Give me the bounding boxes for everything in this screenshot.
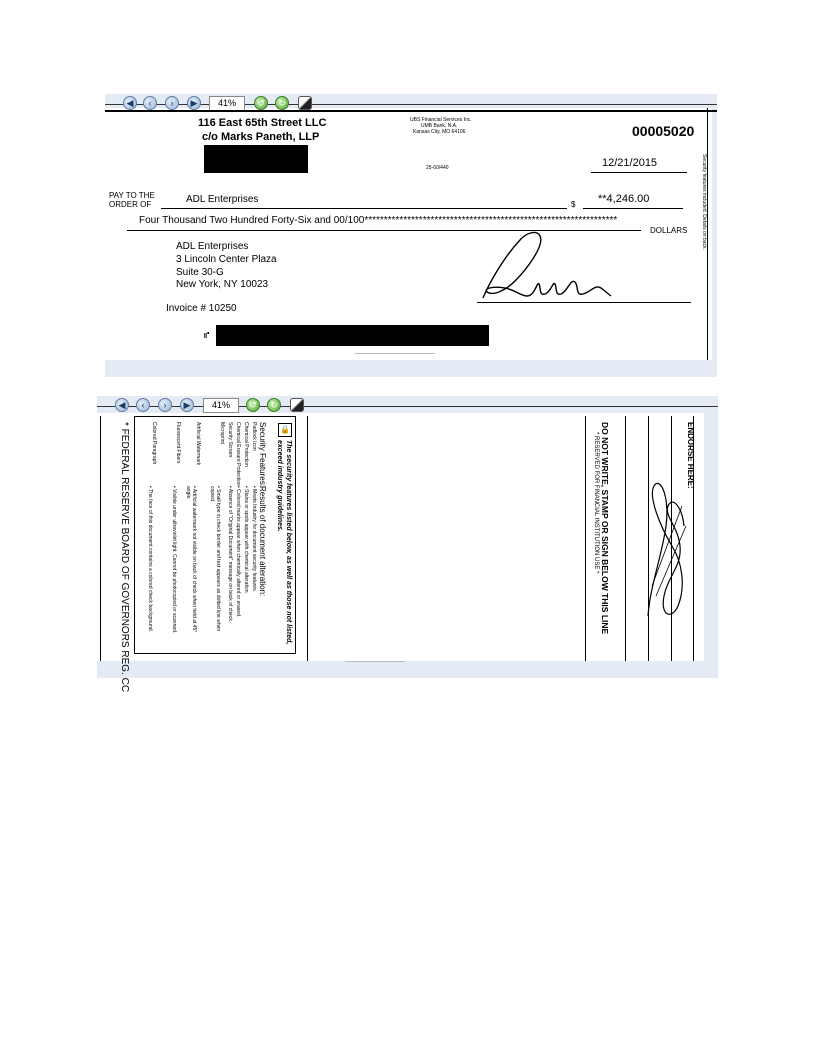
rotate-left-icon[interactable]: ↺ (254, 96, 268, 110)
bottom-mark-back (345, 661, 405, 662)
payer-care-of: c/o Marks Paneth, LLP (202, 131, 320, 143)
results-label: Results of document alteration: (258, 486, 267, 597)
back-left-border (100, 416, 101, 661)
check-back-viewer (97, 396, 718, 693)
previous-page-icon[interactable]: ‹ (136, 398, 150, 412)
check-right-border (707, 108, 708, 360)
feature-result: • The face of this document contains a colored check background. (147, 486, 153, 632)
previous-page-icon[interactable]: ‹ (143, 96, 157, 110)
feature-result: • Absence of "Original Document" message on back of check. (227, 486, 233, 623)
address-line-1: ADL Enterprises (176, 241, 249, 252)
feature-name: Chemical Erasure Protection (235, 422, 241, 486)
amount-line (583, 208, 683, 209)
payee-line (161, 208, 567, 209)
bank-city: Kansas City, MO 64106 (413, 129, 466, 135)
check-number: 00005020 (632, 123, 695, 139)
payer-name: 116 East 65th Street LLC (198, 117, 327, 129)
feature-name: Microprint (219, 422, 225, 444)
feature-name: Padlock Icon (251, 422, 257, 451)
memo: Invoice # 10250 (166, 303, 237, 314)
address-line-4: New York, NY 10023 (176, 279, 269, 290)
reserved-line-right (625, 416, 626, 661)
security-heading: The security features listed below, as well as those not listed, exceed industry guidelines. (276, 440, 292, 645)
micr-symbol: ⑈ (204, 330, 210, 340)
redacted-address (204, 145, 308, 173)
security-side-note: Security features included. Details on back. (701, 154, 707, 250)
rotate-right-icon[interactable]: ↻ (275, 96, 289, 110)
rotate-right-icon[interactable]: ↻ (267, 398, 281, 412)
feature-result: • Colored marks appear when chemically altered or erased. (235, 486, 241, 618)
order-of-label: ORDER OF (109, 200, 152, 209)
check-top-border (105, 110, 717, 112)
feature-result: • Artificial watermark not visible on back of check when held at 45° angle. (185, 486, 197, 633)
feature-name: Artificial Watermark (195, 422, 201, 466)
feature-name: Chemical Protection (243, 422, 249, 467)
check-amount: **4,246.00 (598, 193, 650, 205)
dollars-label: DOLLARS (650, 226, 688, 235)
feature-result: • Small type in check border and text appears as dotted line when copied. (209, 486, 221, 632)
signature (475, 226, 615, 306)
feature-name: Colored Paragraph (151, 422, 157, 465)
first-page-icon[interactable]: ◀ (123, 96, 137, 110)
feature-result: • Visible under ultraviolet light. Cannot be photocopied or scanned. (171, 486, 177, 634)
dollar-sign: $ (571, 200, 576, 209)
last-page-icon[interactable]: ▶ (187, 96, 201, 110)
redacted-micr-line (216, 325, 489, 346)
feature-name: Security Screen (227, 422, 233, 458)
pay-to-label: PAY TO THE (109, 191, 155, 200)
endorsement-signature (642, 466, 690, 626)
amount-in-words: Four Thousand Two Hundred Forty-Six and 00/100***************************************************************** (139, 215, 618, 226)
first-page-icon[interactable]: ◀ (115, 398, 129, 412)
feature-result: • Stains or spots appear with chemical alteration. (243, 486, 249, 594)
bank-line2: UMB Bank, N.A. (421, 123, 458, 129)
contrast-icon[interactable] (298, 96, 312, 110)
toolbar-back (97, 396, 718, 416)
rotate-left-icon[interactable]: ↺ (246, 398, 260, 412)
reserved-line-left (585, 416, 586, 661)
zoom-level-back[interactable]: 41% (203, 398, 239, 413)
contrast-icon[interactable] (290, 398, 304, 412)
date-line (591, 172, 687, 173)
padlock-icon: 🔒 (278, 423, 292, 437)
endorse-here-label: ENDORSE HERE: (686, 422, 695, 489)
panel-separator (307, 416, 308, 661)
payee-name: ADL Enterprises (186, 194, 259, 205)
check-date: 12/21/2015 (602, 157, 658, 169)
address-line-2: 3 Lincoln Center Plaza (176, 254, 277, 265)
next-page-icon[interactable]: › (165, 96, 179, 110)
check-front-viewer (105, 94, 717, 377)
bottom-mark (355, 353, 435, 354)
check-front-paper (105, 108, 712, 360)
security-features-label: Security Features: (258, 422, 267, 487)
bank-name: UBS Financial Services Inc. (410, 117, 472, 123)
next-page-icon[interactable]: › (158, 398, 172, 412)
feature-result: • Meets Industry for document security features. (251, 486, 257, 592)
last-page-icon[interactable]: ▶ (180, 398, 194, 412)
feature-name: Fluorescent Fibers (175, 422, 181, 464)
reserved-notice: * RESERVED FOR FINANCIAL INSTITUTION USE * (593, 432, 599, 574)
federal-reserve-note: * FEDERAL RESERVE BOARD OF GOVERNORS REG. CC (119, 422, 130, 693)
do-not-write-notice: DO NOT WRITE, STAMP OR SIGN BELOW THIS LINE (600, 422, 610, 635)
address-line-3: Suite 30-G (176, 267, 224, 278)
routing-fraction: 25-60/440 (426, 165, 449, 171)
zoom-level[interactable]: 41% (209, 96, 245, 111)
